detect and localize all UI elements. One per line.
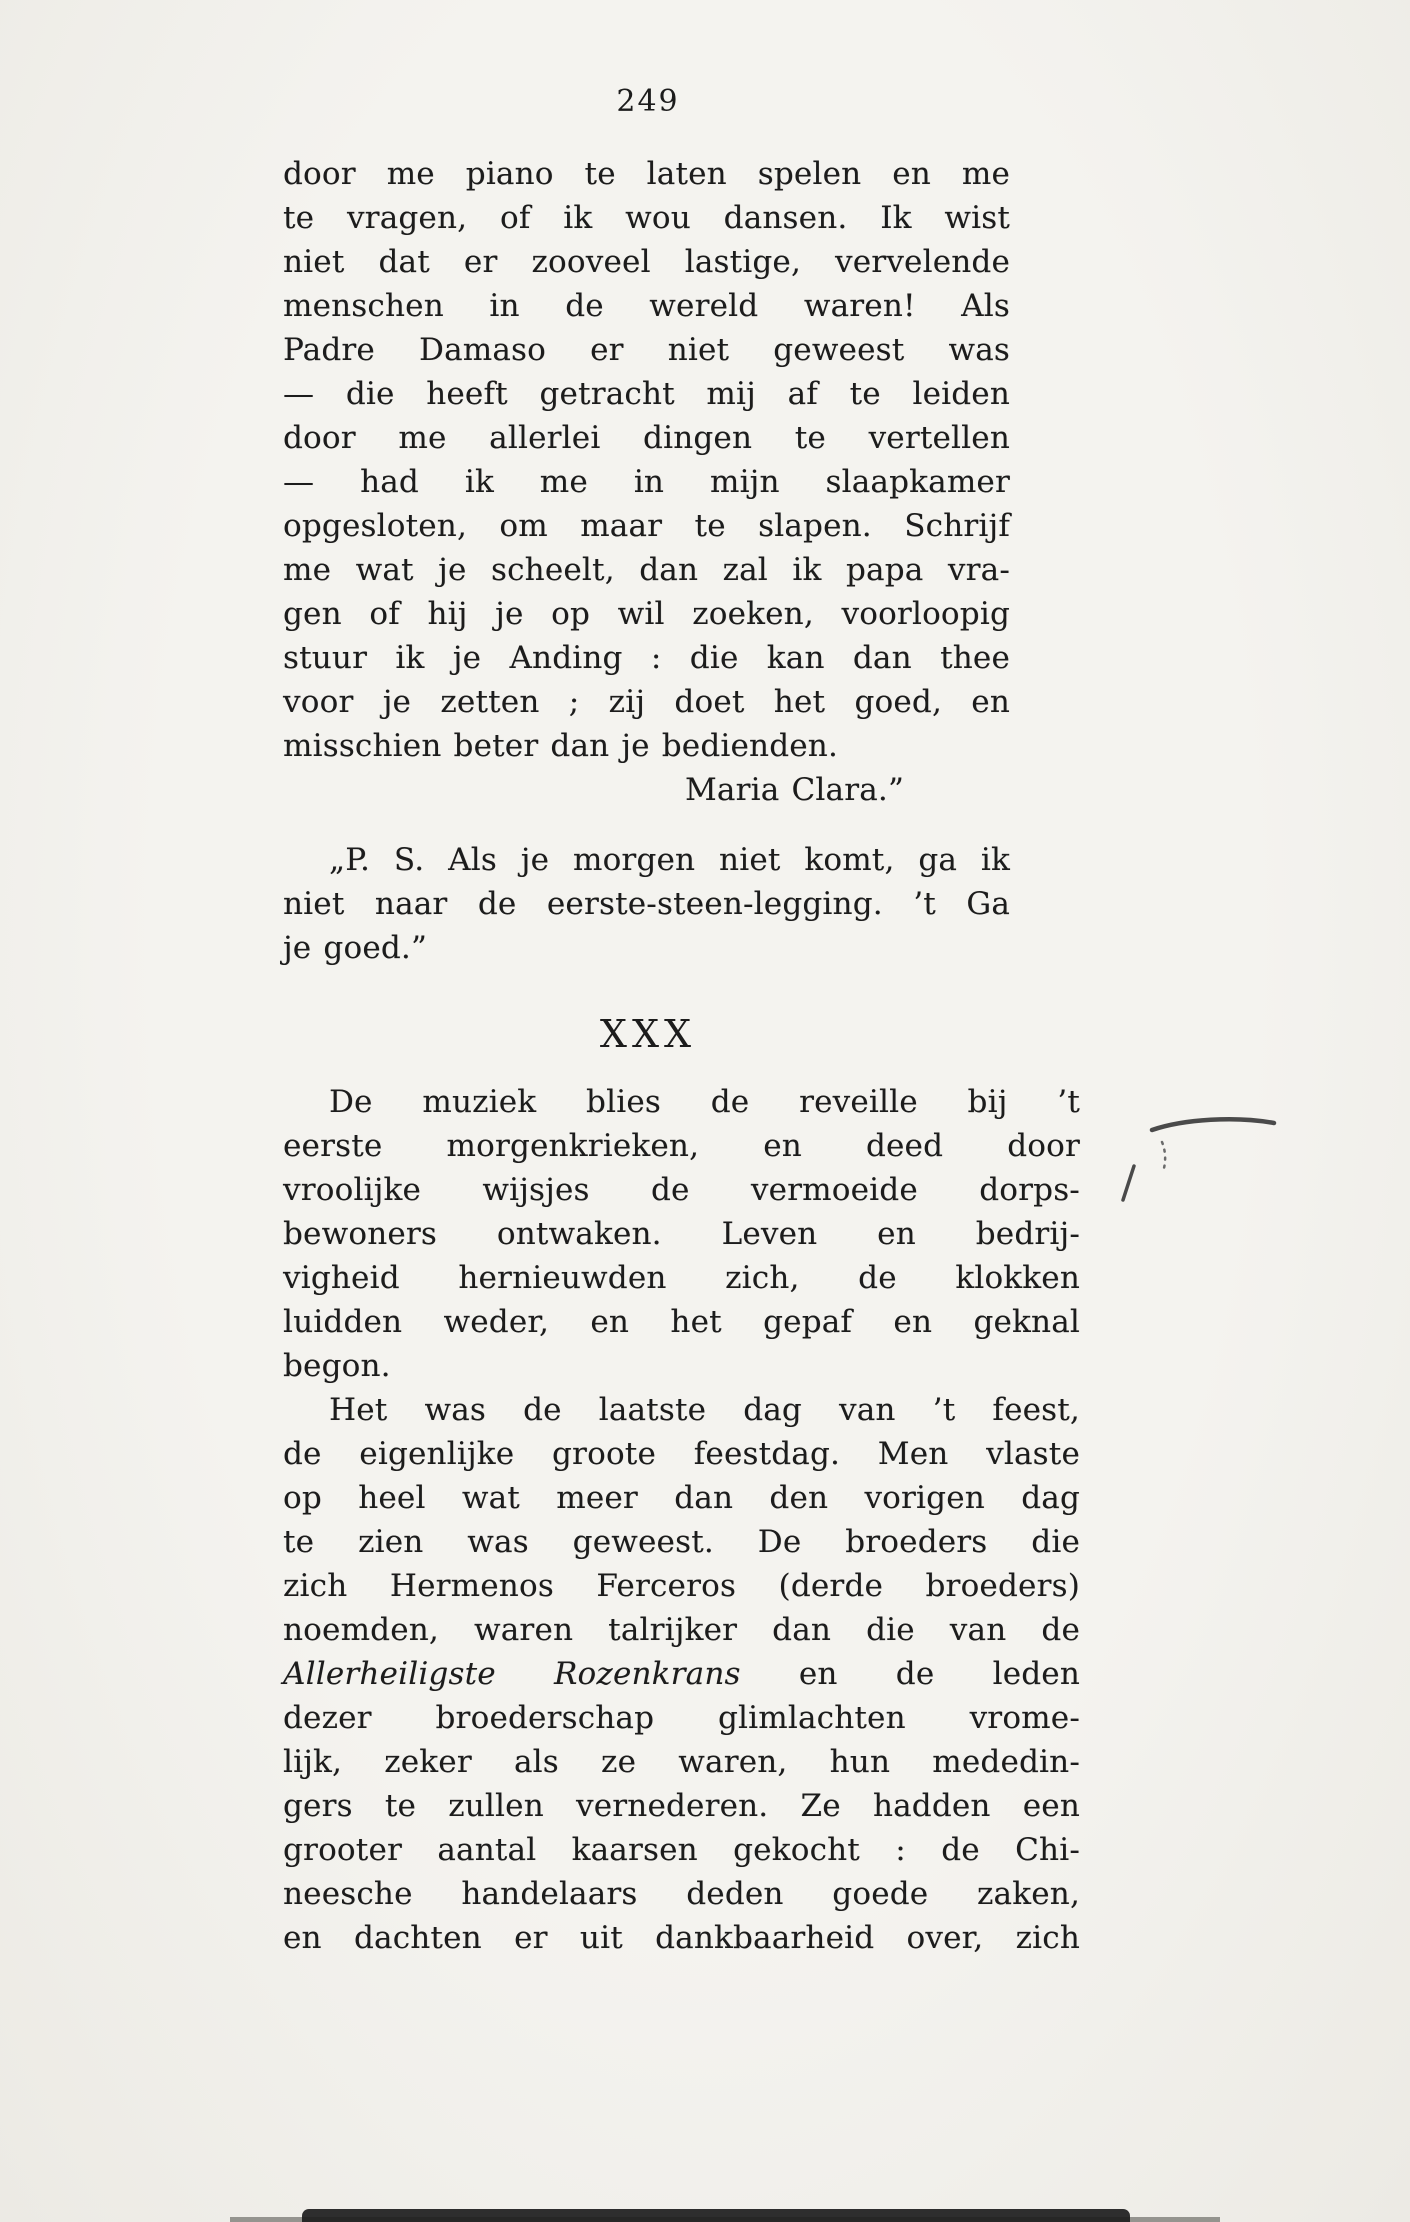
paragraph-body — [283, 1696, 1080, 1960]
text-line: me wat je scheelt, dan zal ik papa vra- — [283, 552, 1010, 588]
text-line: grooter aantal kaarsen gekocht : de Chi- — [283, 1832, 1080, 1868]
text-line: te vragen, of ik wou dansen. Ik wist — [283, 200, 1010, 236]
text-line: bewoners ontwaken. Leven en bedrij- — [283, 1216, 1080, 1252]
text-line: de eigenlijke groote feestdag. Men vlaste — [283, 1436, 1080, 1472]
paragraph — [283, 1388, 1080, 1960]
text-line: en dachten er uit dankbaarheid over, zich — [283, 1920, 1080, 1956]
text-span: en de leden — [798, 1656, 1080, 1692]
text-line: zich Hermenos Ferceros (derde broeders) — [283, 1568, 1080, 1604]
text-line: eerste morgenkrieken, en deed door — [283, 1128, 1080, 1164]
letter-block — [283, 152, 1010, 812]
text-line: je goed.” — [283, 930, 428, 966]
text-line: opgesloten, om maar te slapen. Schrijf — [283, 508, 1010, 544]
text-column — [283, 84, 1080, 1960]
postscript-body — [283, 838, 1010, 970]
text-line: luidden weder, en het gepaf en geknal — [283, 1304, 1080, 1340]
text-line: neesche handelaars deden goede zaken, — [283, 1876, 1080, 1912]
text-line: begon. — [283, 1348, 391, 1384]
text-line: gen of hij je op wil zoeken, voorloopig — [283, 596, 1010, 632]
letter-signature: Maria Clara.” — [684, 772, 904, 808]
letter-body — [283, 152, 1010, 768]
text-line: stuur ik je Anding : die kan dan thee — [283, 640, 1010, 676]
text-line-italic — [283, 1652, 1080, 1696]
text-line: te zien was geweest. De broeders die — [283, 1524, 1080, 1560]
text-line: dezer broederschap glimlachten vrome- — [283, 1700, 1080, 1736]
text-line: vigheid hernieuwden zich, de klokken — [283, 1260, 1080, 1296]
text-line: — die heeft getracht mij af te leiden — [283, 376, 1010, 412]
page-number: 249 — [616, 84, 680, 119]
text-line: „P. S. Als je morgen niet komt, ga ik — [329, 842, 1010, 878]
paragraph-body — [283, 1388, 1080, 1652]
text-line: Het was de laatste dag van ’t feest, — [329, 1392, 1080, 1428]
postscript-block — [283, 838, 1010, 970]
text-line: gers te zullen vernederen. Ze hadden een — [283, 1788, 1080, 1824]
text-line: voor je zetten ; zij doet het goed, en — [283, 684, 1010, 720]
text-line: — had ik me in mijn slaapkamer — [283, 464, 1010, 500]
text-line: niet dat er zooveel lastige, vervelende — [283, 244, 1010, 280]
text-line: lijk, zeker als ze waren, hun mededin- — [283, 1744, 1080, 1780]
paragraph — [283, 1080, 1080, 1388]
pencil-mark — [1118, 1106, 1288, 1206]
text-line: niet naar de eerste-steen-legging. ’t Ga — [283, 886, 1010, 922]
text-line: noemden, waren talrijker dan die van de — [283, 1612, 1080, 1648]
text-line: misschien beter dan je bedienden. — [283, 728, 839, 764]
chapter-heading: XXX — [599, 1012, 697, 1056]
text-line: vroolijke wijsjes de vermoeide dorps- — [283, 1172, 1080, 1208]
paragraph-body — [283, 1080, 1080, 1388]
text-line: op heel wat meer dan den vorigen dag — [283, 1480, 1080, 1516]
italic-phrase: Allerheiligste Rozenkrans — [283, 1656, 741, 1692]
text-line: Padre Damaso er niet geweest was — [283, 332, 1010, 368]
text-line: door me allerlei dingen te vertellen — [283, 420, 1010, 456]
scan-edge-artifact — [302, 2209, 1130, 2222]
text-line: De muziek blies de reveille bij ’t — [329, 1084, 1080, 1120]
text-line: menschen in de wereld waren! Als — [283, 288, 1010, 324]
text-line: door me piano te laten spelen en me — [283, 156, 1010, 192]
